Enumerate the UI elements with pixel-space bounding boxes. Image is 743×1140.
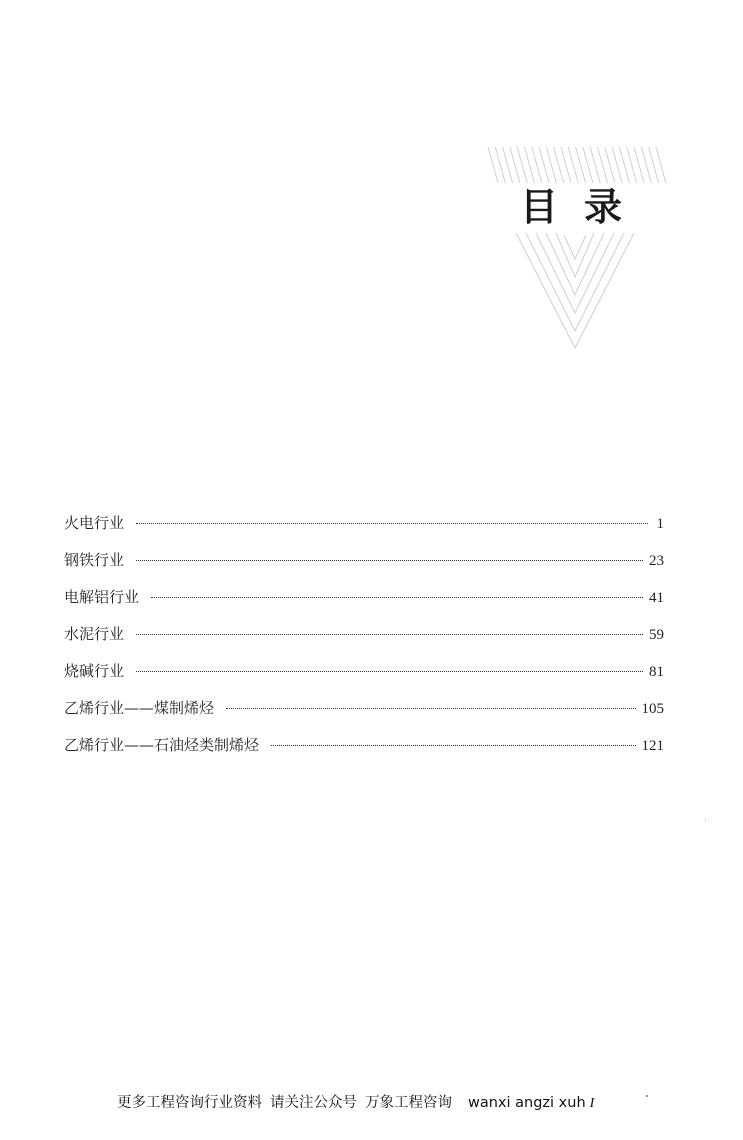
scan-speck: [646, 1095, 648, 1097]
toc-leader-dots: [136, 522, 648, 524]
toc-leader-dots: [271, 744, 635, 746]
toc-entry-label: 乙烯行业——煤制烯烃: [64, 699, 215, 717]
toc-leader-dots: [136, 559, 643, 561]
toc-entry-label: 烧碱行业: [64, 662, 125, 680]
toc-entry[interactable]: [64, 512, 664, 549]
toc-entry[interactable]: [64, 549, 664, 586]
footer-text-pinyin: wanxi angzi xuh: [468, 1095, 586, 1111]
toc-entry-label: 水泥行业: [64, 625, 125, 643]
footer: [117, 1091, 594, 1112]
toc-entry-label: 电解铝行业: [64, 588, 140, 606]
toc-entry-page: 23: [649, 553, 664, 569]
table-of-contents: [64, 512, 664, 771]
page-title: 目录: [520, 184, 649, 229]
toc-entry-page: 1: [656, 516, 664, 532]
toc-leader-dots: [226, 707, 635, 709]
toc-entry-label: 钢铁行业: [64, 551, 125, 569]
footer-text-more-info: 更多工程咨询行业资料: [117, 1095, 262, 1111]
toc-entry[interactable]: [64, 697, 664, 734]
toc-entry-label: 乙烯行业——石油烃类制烯烃: [64, 736, 260, 754]
toc-entry-label: 火电行业: [64, 514, 125, 532]
toc-entry-page: 81: [649, 664, 664, 680]
footer-text-follow: 请关注公众号: [270, 1095, 357, 1111]
toc-entry-page: 41: [649, 590, 664, 606]
footer-text-account: 万象工程咨询: [365, 1095, 452, 1111]
toc-entry-page: 59: [649, 627, 664, 643]
toc-leader-dots: [136, 670, 643, 672]
toc-entry-page: 105: [641, 701, 664, 717]
toc-leader-dots: [136, 633, 643, 635]
toc-entry[interactable]: [64, 623, 664, 660]
page-number: I: [589, 1096, 595, 1111]
toc-entry[interactable]: [64, 734, 664, 771]
toc-entry-page: 121: [641, 738, 664, 754]
toc-entry[interactable]: [64, 586, 664, 623]
toc-entry[interactable]: [64, 660, 664, 697]
scan-speck: [705, 820, 706, 821]
chevron-pattern-decoration: [484, 143, 666, 353]
toc-leader-dots: [151, 596, 643, 598]
